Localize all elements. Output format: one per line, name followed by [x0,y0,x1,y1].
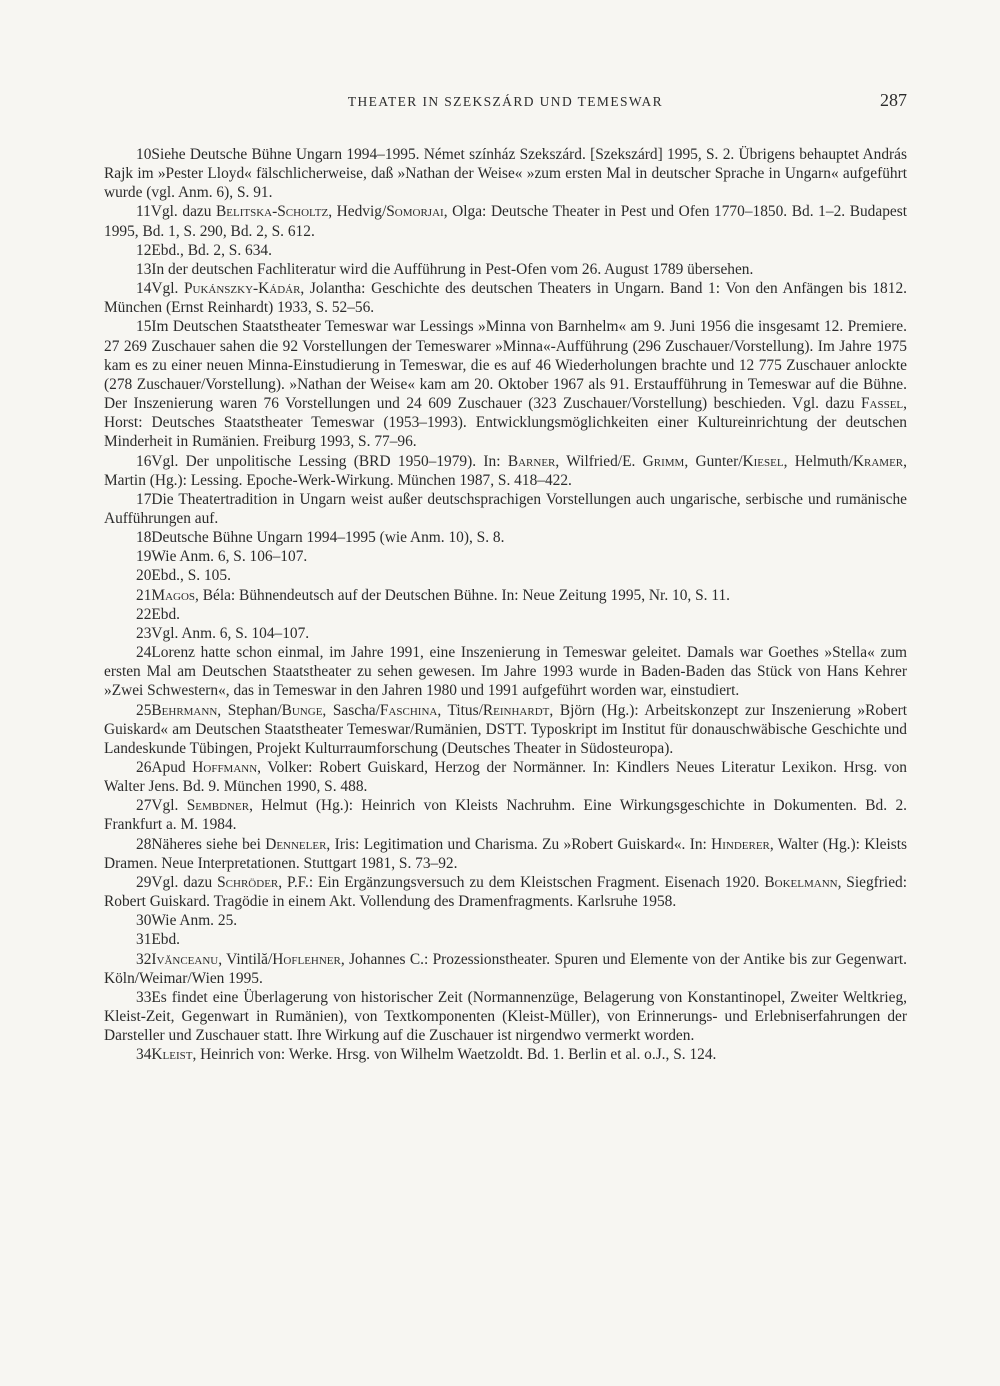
footnote [104,566,907,585]
footnote-number: 22 [136,605,152,623]
footnote-text: , Siegfried: Robert Guiskard. Tragödie in einem Akt. Vollendung des Dramenfragments. Karlsruhe 1958. [104,873,907,911]
footnote [104,1045,907,1064]
author-name: Hinderer [711,835,770,853]
footnote [104,758,907,796]
footnote [104,279,907,317]
footnote [104,452,907,490]
footnote-text: , Sascha/ [322,701,380,719]
footnote-text: , Heinrich von: Werke. Hrsg. von Wilhelm Waetzoldt. Bd. 1. Berlin et al. o.J., S. 124. [192,1046,717,1064]
footnote-text: , Stephan/ [217,701,282,719]
footnote [104,930,907,949]
author-name: Fassel [860,395,904,413]
footnote [104,643,907,700]
footnote-number: 34 [136,1046,152,1064]
author-name: Behrmann [151,701,218,719]
footnote-text: Siehe Deutsche Bühne Ungarn 1994–1995. Német színház Szekszárd. [Szekszárd] 1995, S. 2. Übrigens behauptet András Rajk im »Pester Lloyd« fälschlicherweise, daß »Nathan der Weise« »zum ersten Mal in deutscher Sprache in Ungarn« aufgeführt wurde (vgl. Anm. 6), S. 91. [104,146,907,202]
author-name: Magos [151,586,196,604]
footnote-text: , Walter (Hg.): Kleists Dramen. Neue Interpretationen. Stuttgart 1981, S. 73–92. [104,835,907,872]
author-name: Grimm [642,452,685,470]
footnote-number: 24 [136,644,152,662]
footnote-number: 25 [136,701,152,719]
footnote-text: Lorenz hatte schon einmal, im Jahre 1991, eine Inszenierung in Temeswar geleitet. Damals war Goethes »Stella« zum ersten Mal am Deutschen Staatstheater zu sehen gewesen. Im Jahre 1993 wurde in Baden-Baden das Stück von Hans Kehrer »Zwei Schwestern«, das in Temeswar in den Jahren 1980 und 1991 aufgeführt worden war, einstudiert. [104,644,907,700]
footnote [104,911,907,930]
author-name: Kiesel [742,452,784,470]
footnote-number: 26 [136,759,152,776]
footnote-number: 13 [136,260,152,278]
author-name: Bunge [281,701,323,719]
footnote [104,241,907,260]
footnote-text: Ebd., S. 105. [151,567,231,585]
footnote-text: , Helmuth/ [783,452,853,470]
footnote-number: 19 [136,548,152,566]
footnote [104,950,907,988]
author-name: Hoflehner [272,950,341,968]
footnote-text: , Wilfried/E. [555,452,643,470]
footnote-text: , Béla: Bühnendeutsch auf der Deutschen Bühne. In: Neue Zeitung 1995, Nr. 10, S. 11. [195,586,731,604]
footnote-text: Apud [151,759,193,776]
author-name: Bokelmann [764,873,838,891]
footnote-text: , Hedvig/ [328,203,387,221]
footnote [104,624,907,643]
footnote-number: 33 [136,988,152,1006]
footnote-text: Deutsche Bühne Ungarn 1994–1995 (wie Anm. 10), S. 8. [151,529,505,547]
footnote [104,528,907,547]
footnote-text: Vgl. [151,797,187,815]
author-name: Kramer [852,452,904,470]
footnote-text: , Iris: Legitimation und Charisma. Zu »Robert Guiskard«. In: [326,835,712,853]
footnote-number: 16 [136,452,152,470]
footnote-number: 30 [136,912,152,930]
page-header [104,92,907,116]
footnote-text: , Björn (Hg.): Arbeitskonzept zur Inszenierung »Robert Guiskard« am Deutschen Staatstheater Temeswar/Rumänien, DSTT. Typoskript im Institut für donauschwäbische Geschichte und Landeskunde Tübingen, Projekt Kulturraumforschung (Deutsches Theater in Südosteuropa). [104,701,907,757]
footnote-text: , Volker: Robert Guiskard, Herzog der Normänner. In: Kindlers Neues Literatur Lexikon. Hrsg. von Walter Jens. Bd. 9. München 1990, S. 488. [104,759,907,796]
footnote-number: 31 [136,931,152,949]
footnote-text: , Martin (Hg.): Lessing. Epoche-Werk-Wirkung. München 1987, S. 418–422. [104,452,907,489]
footnote [104,796,907,834]
footnote-text: Vgl. dazu [151,873,218,891]
footnote-text: Vgl. Anm. 6, S. 104–107. [151,624,310,642]
footnote-text: Vgl. [151,280,184,298]
footnote-text: Es findet eine Überlagerung von historischer Zeit (Normannenzüge, Belagerung von Konstantinopel, Zweiter Weltkrieg, Kleist-Zeit, Gegenwart in Rumänien), von Textkomponenten (Kleist-Müller), von Erinnerungs- und Erlebniserfahrungen der Darsteller und Zuschauer statt. Ihre Wirkung auf die Zuschauer ist nirgendwo vermerkt worden. [104,988,907,1045]
footnote-number: 12 [136,241,152,259]
author-name: Belitska-Scholtz [216,203,329,221]
footnote-text: , P.F.: Ein Ergänzungsversuch zu dem Kleistschen Fragment. Eisenach 1920. [278,873,765,891]
footnote-number: 18 [136,529,152,547]
footnote-number: 11 [136,203,151,221]
footnote-text: Ebd. [151,931,181,949]
author-name: Faschina [379,701,438,719]
author-name: Hoffmann [192,759,258,776]
footnote-text: Ebd. [151,605,181,623]
footnote-text: Vgl. Der unpolitische Lessing (BRD 1950–1979). In: [151,452,508,470]
footnote-text: , Gunter/ [684,452,743,470]
footnote-text: Wie Anm. 25. [151,912,238,930]
footnote-text: Wie Anm. 6, S. 106–107. [151,548,308,566]
footnote [104,605,907,624]
footnote-number: 32 [136,950,152,968]
author-name: Ivănceanu [151,950,219,968]
footnote-text: , Olga: Deutsche Theater in Pest und Ofen 1770–1850. Bd. 1–2. Budapest 1995, Bd. 1, S. 290, Bd. 2, S. 612. [104,203,907,240]
author-name: Kleist [151,1046,193,1064]
footnote-text: Näheres siehe bei [151,835,266,853]
footnote [104,873,907,911]
footnote-text: Die Theatertradition in Ungarn weist außer deutschsprachigen Vorstellungen auch ungarische, serbische und rumänische Aufführungen auf. [104,490,907,527]
footnote [104,988,907,1045]
footnote-text: , Vintilă/ [218,950,273,968]
footnote-text: , Jolantha: Geschichte des deutschen Theaters in Ungarn. Band 1: Von den Anfängen bis 1812. München (Ernst Reinhardt) 1933, S. 52–56. [104,280,907,317]
footnotes-section [104,145,907,1065]
author-name: Barner [507,452,556,470]
footnote-number: 14 [136,280,152,298]
author-name: Reinhardt [482,701,550,719]
footnote-text: , Helmut (Hg.): Heinrich von Kleists Nachruhm. Eine Wirkungsgeschichte in Dokumenten. Bd. 2. Frankfurt a. M. 1984. [104,797,907,834]
footnote [104,145,907,202]
footnote-text: , Johannes C.: Prozessionstheater. Spuren und Elemente von der Antike bis zur Gegenwart. Köln/Weimar/Wien 1995. [104,950,907,987]
author-name: Pukánszky-Kádár [183,280,301,298]
footnote-text: Vgl. dazu [150,203,217,221]
footnote [104,260,907,279]
author-name: Denneler [265,835,327,853]
footnote-number: 21 [136,586,152,604]
footnote [104,835,907,873]
footnote-number: 23 [136,624,152,642]
footnote-number: 10 [136,146,152,163]
footnote [104,547,907,566]
footnote-number: 28 [136,835,152,853]
footnote [104,586,907,605]
footnote-number: 29 [136,873,152,891]
footnote-text: Im Deutschen Staatstheater Temeswar war Lessings »Minna von Barnhelm« am 9. Juni 1956 die insgesamt 12. Premiere. 27 269 Zuschauer sahen die 92 Vorstellungen der Temeswarer »Minna«-Aufführung (296 Zuschauer/Vorstellung). Im Jahre 1975 kam es zu einer neuen Minna-Einstudierung in Temeswar, die es auf 46 Wiederholungen brachte und 12 775 Zuschauer anlockte (278 Zuschauer/Vorstellung). »Nathan der Weise« kam am 20. Oktober 1967 als 91. Erstaufführung in Temeswar auf die Bühne. Der Inszenierung waren 76 Vorstellungen und 24 609 Zuschauer (323 Zuschauer/Vorstellung) beschieden. Vgl. dazu [104,318,907,413]
footnote [104,701,907,758]
footnote-number: 27 [136,797,152,815]
footnote [104,490,907,528]
running-title: THEATER IN SZEKSZÁRD UND TEMESWAR [347,94,664,109]
footnote [104,202,907,240]
footnote-text: , Titus/ [437,701,483,719]
author-name: Schröder [217,873,279,891]
footnote-text: Ebd., Bd. 2, S. 634. [151,241,272,259]
footnote-number: 15 [136,318,152,336]
footnote-number: 20 [136,567,152,585]
author-name: Somorjai [386,203,444,221]
page-number: 287 [880,90,907,110]
author-name: Sembdner [186,797,250,815]
footnote-text: , Horst: Deutsches Staatstheater Temeswar (1953–1993). Entwicklungsmöglichkeiten einer Kultureinrichtung der deutschen Minderheit in Rumänien. Freiburg 1993, S. 77–96. [104,395,907,451]
footnote-text: In der deutschen Fachliteratur wird die Aufführung in Pest-Ofen vom 26. August 1789 übersehen. [151,260,754,278]
footnote-number: 17 [136,490,152,508]
footnote [104,317,907,451]
